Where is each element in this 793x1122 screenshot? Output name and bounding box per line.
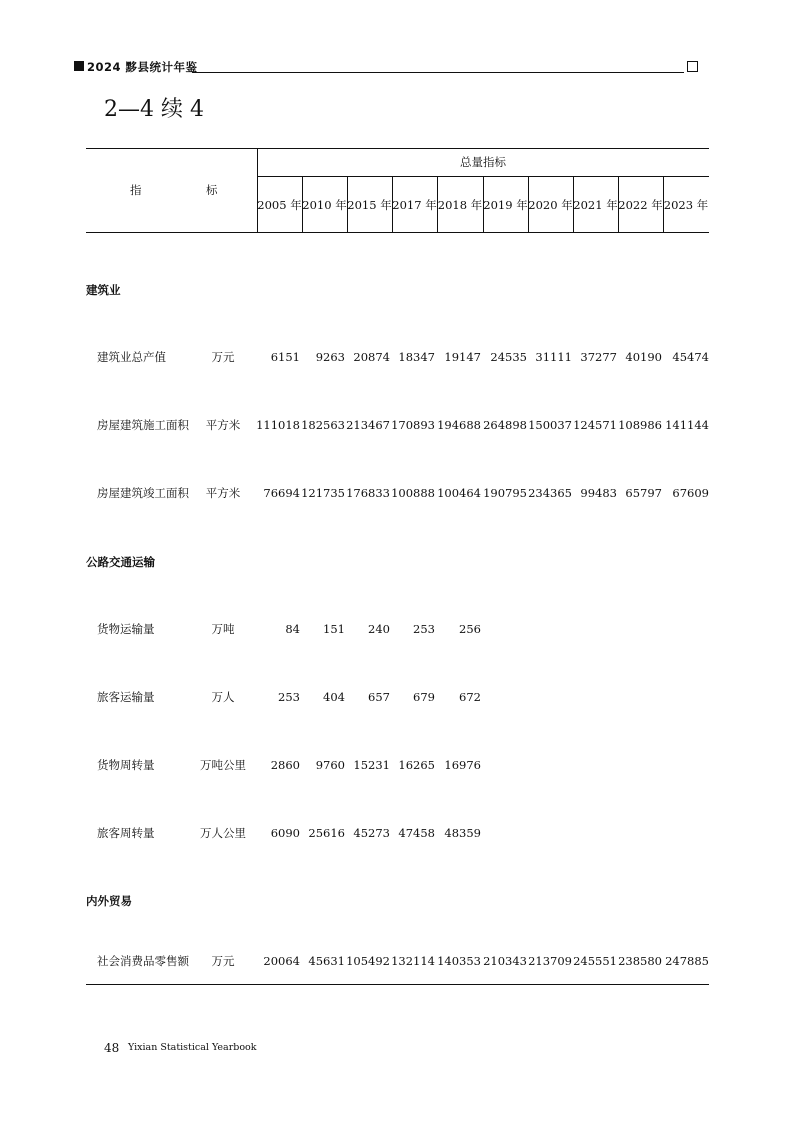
value-cell: 190795 xyxy=(483,486,527,500)
row-unit: 万元 xyxy=(211,954,235,968)
value-cell: 132114 xyxy=(391,954,435,968)
value-cell: 100464 xyxy=(437,486,481,500)
value-cell: 213709 xyxy=(528,954,572,968)
section-title: 内外贸易 xyxy=(86,894,132,908)
value-cell: 141144 xyxy=(665,418,709,432)
value-cell: 67609 xyxy=(672,486,709,500)
value-cell: 247885 xyxy=(665,954,709,968)
value-cell: 245551 xyxy=(573,954,617,968)
row-label: 旅客周转量 xyxy=(97,826,155,840)
value-cell: 9760 xyxy=(315,758,345,772)
value-cell: 37277 xyxy=(580,350,617,364)
year-header: 2017 年 xyxy=(392,198,437,212)
value-cell: 18347 xyxy=(398,350,435,364)
value-cell: 65797 xyxy=(625,486,662,500)
header-rule xyxy=(192,72,684,73)
value-cell: 657 xyxy=(368,690,390,704)
year-header: 2019 年 xyxy=(483,198,528,212)
table-title: 2—4 续 4 xyxy=(104,97,204,122)
value-cell: 404 xyxy=(323,690,345,704)
indicator-header-left: 指 xyxy=(130,183,142,197)
value-cell: 124571 xyxy=(573,418,617,432)
group-header: 总量指标 xyxy=(460,155,506,169)
value-cell: 182563 xyxy=(301,418,345,432)
value-cell: 121735 xyxy=(301,486,345,500)
value-cell: 194688 xyxy=(437,418,481,432)
value-cell: 99483 xyxy=(580,486,617,500)
year-header: 2015 年 xyxy=(347,198,392,212)
value-cell: 253 xyxy=(413,622,435,636)
value-cell: 105492 xyxy=(346,954,390,968)
row-label: 房屋建筑竣工面积 xyxy=(97,486,189,500)
value-cell: 84 xyxy=(285,622,300,636)
row-unit: 万人 xyxy=(211,690,235,704)
value-cell: 24535 xyxy=(490,350,527,364)
row-unit: 万人公里 xyxy=(200,826,246,840)
year-header: 2010 年 xyxy=(302,198,347,212)
year-header: 2021 年 xyxy=(573,198,618,212)
value-cell: 264898 xyxy=(483,418,527,432)
row-label: 社会消费品零售额 xyxy=(97,954,189,968)
value-cell: 45631 xyxy=(308,954,345,968)
book-name: Yixian Statistical Yearbook xyxy=(128,1042,257,1053)
square-bullet-icon xyxy=(74,61,84,71)
value-cell: 76694 xyxy=(263,486,300,500)
running-header-title: 2024 黟县统计年鉴 xyxy=(87,60,198,74)
running-header xyxy=(74,60,698,74)
value-cell: 19147 xyxy=(444,350,481,364)
value-cell: 100888 xyxy=(391,486,435,500)
table-top-rule xyxy=(86,148,709,149)
value-cell: 47458 xyxy=(398,826,435,840)
empty-square-icon xyxy=(687,61,698,72)
value-cell: 16976 xyxy=(444,758,481,772)
value-cell: 210343 xyxy=(483,954,527,968)
row-unit: 平方米 xyxy=(205,418,241,432)
value-cell: 253 xyxy=(278,690,300,704)
value-cell: 48359 xyxy=(444,826,481,840)
value-cell: 15231 xyxy=(353,758,390,772)
value-cell: 672 xyxy=(459,690,481,704)
value-cell: 170893 xyxy=(391,418,435,432)
value-cell: 108986 xyxy=(618,418,662,432)
table-bottom-rule xyxy=(86,984,709,985)
value-cell: 140353 xyxy=(437,954,481,968)
value-cell: 6090 xyxy=(270,826,300,840)
value-cell: 679 xyxy=(413,690,435,704)
value-cell: 151 xyxy=(323,622,345,636)
year-header: 2020 年 xyxy=(528,198,573,212)
row-label: 货物周转量 xyxy=(97,758,155,772)
year-header: 2005 年 xyxy=(257,198,302,212)
value-cell: 20874 xyxy=(353,350,390,364)
value-cell: 40190 xyxy=(625,350,662,364)
page-number: 48 xyxy=(104,1041,120,1055)
row-unit: 万吨公里 xyxy=(200,758,246,772)
value-cell: 150037 xyxy=(528,418,572,432)
value-cell: 45273 xyxy=(353,826,390,840)
row-label: 房屋建筑施工面积 xyxy=(97,418,189,432)
row-label: 建筑业总产值 xyxy=(97,350,166,364)
row-unit: 平方米 xyxy=(205,486,241,500)
section-title: 建筑业 xyxy=(86,283,121,297)
value-cell: 2860 xyxy=(270,758,300,772)
year-header: 2018 年 xyxy=(437,198,483,212)
value-cell: 45474 xyxy=(672,350,709,364)
value-cell: 238580 xyxy=(618,954,662,968)
row-label: 旅客运输量 xyxy=(97,690,155,704)
section-title: 公路交通运输 xyxy=(86,555,155,569)
value-cell: 111018 xyxy=(256,418,300,432)
value-cell: 234365 xyxy=(528,486,572,500)
value-cell: 25616 xyxy=(308,826,345,840)
value-cell: 256 xyxy=(459,622,481,636)
value-cell: 213467 xyxy=(346,418,390,432)
year-header: 2023 年 xyxy=(663,198,709,212)
row-unit: 万元 xyxy=(211,350,235,364)
value-cell: 176833 xyxy=(346,486,390,500)
value-cell: 240 xyxy=(368,622,390,636)
row-label: 货物运输量 xyxy=(97,622,155,636)
indicator-header-right: 标 xyxy=(206,183,218,197)
row-unit: 万吨 xyxy=(211,622,235,636)
value-cell: 6151 xyxy=(270,350,300,364)
value-cell: 9263 xyxy=(315,350,345,364)
value-cell: 16265 xyxy=(398,758,435,772)
year-header: 2022 年 xyxy=(618,198,663,212)
value-cell: 31111 xyxy=(535,350,572,364)
value-cell: 20064 xyxy=(263,954,300,968)
header-bottom-rule xyxy=(86,232,709,233)
